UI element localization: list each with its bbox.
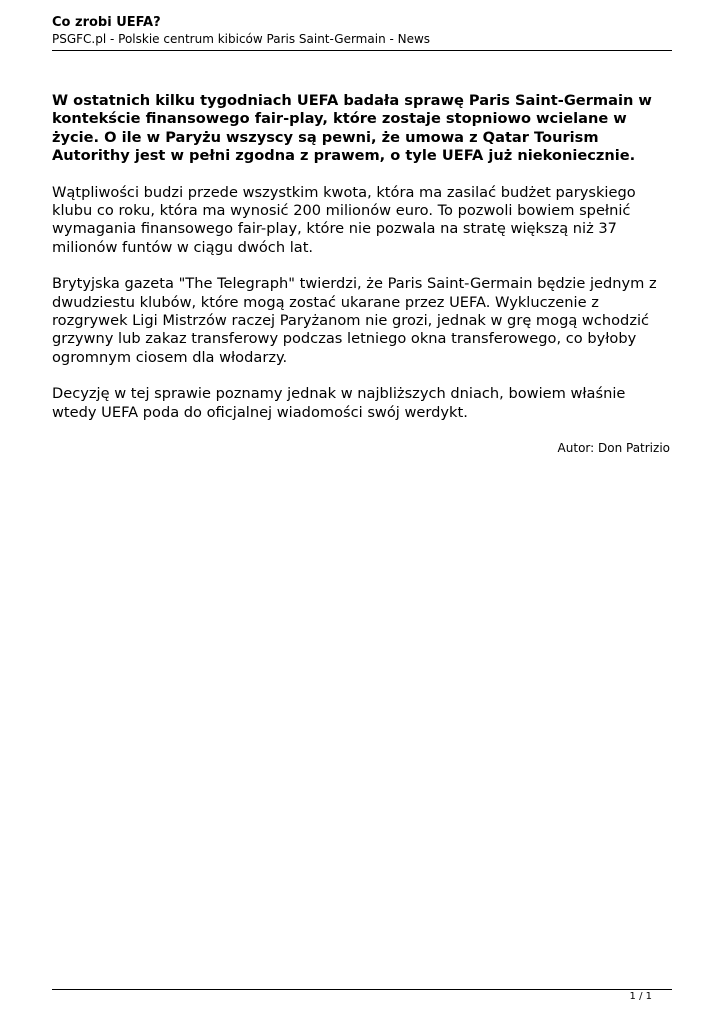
article-body — [52, 92, 672, 456]
article-author: Autor: Don Patrizio — [557, 441, 670, 456]
article-paragraph-2: Brytyjska gazeta "The Telegraph" twierdzi, że Paris Saint-Germain będzie jednym z dwudziestu klubów, które mogą zostać ukarane przez UEFA. Wykluczenie z rozgrywek Ligi Mistrzów raczej Paryżanom nie grozi, jednak w grę mogą wchodzić grzywny lub zakaz transferowy podczas letniego okna transferowego, co byłoby ogromnym ciosem dla włodarzy. — [52, 275, 657, 366]
document-page — [52, 0, 672, 1024]
page-footer — [52, 989, 672, 1003]
article-paragraph-1: Wątpliwości budzi przede wszystkim kwota, która ma zasilać budżet paryskiego klubu co roku, która ma wynosić 200 milionów euro. To pozwoli bowiem spełnić wymagania finansowego fair-play, które nie pozwala na stratę większą niż 37 milionów funtów w ciągu dwóch lat. — [52, 183, 636, 256]
article-title: Co zrobi UEFA? — [52, 15, 161, 30]
page-number: 1 / 1 — [629, 991, 652, 1002]
article-lead: W ostatnich kilku tygodniach UEFA badała sprawę Paris Saint-Germain w kontekście finansowego fair-play, które zostaje stopniowo wcielane w życie. O ile w Paryżu wszyscy są pewni, że umowa z Qatar Tourism Autorithy jest w pełni zgodna z prawem, o tyle UEFA już niekoniecznie. — [52, 92, 652, 165]
article-paragraph-3: Decyzję w tej sprawie poznamy jednak w najbliższych dniach, bowiem właśnie wtedy UEFA poda do oficjalnej wiadomości swój werdykt. — [52, 385, 626, 421]
site-subtitle: PSGFC.pl - Polskie centrum kibiców Paris Saint-Germain - News — [52, 32, 431, 46]
page-header — [52, 15, 672, 51]
